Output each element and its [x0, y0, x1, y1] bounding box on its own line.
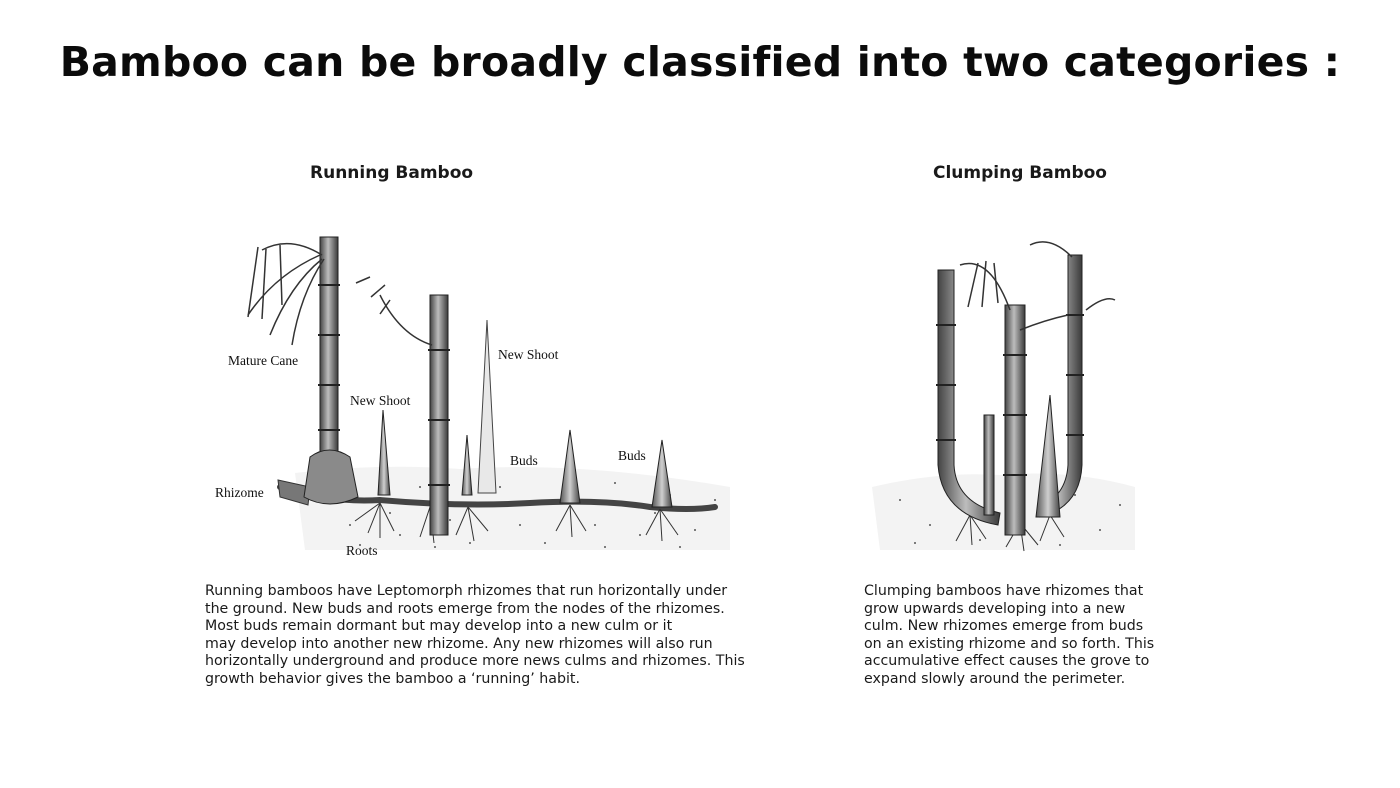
bud-right: [652, 440, 672, 507]
clumping-desc-line: accumulative effect causes the grove to: [864, 653, 1150, 670]
clump-new-shoot: [1036, 395, 1060, 517]
clumping-bamboo-description: [864, 583, 1154, 689]
running-desc-line: Most buds remain dormant but may develop into a new culm or it: [205, 618, 673, 635]
new-shoot-left: [378, 410, 390, 495]
label-roots: Roots: [346, 543, 378, 558]
running-bamboo-illustration: [200, 225, 745, 565]
mature-cane: [248, 237, 358, 504]
running-bamboo-heading: Running Bamboo: [310, 163, 474, 183]
running-desc-line: Running bamboos have Leptomorph rhizomes that run horizontally under: [205, 583, 728, 599]
label-mature-cane: Mature Cane: [228, 353, 299, 368]
shoot-small: [462, 435, 472, 495]
clumping-bamboo-illustration: [860, 225, 1150, 565]
label-buds-left: Buds: [510, 453, 538, 468]
running-desc-line: may develop into another new rhizome. Any new rhizomes will also run: [205, 635, 713, 652]
clump-small-culm: [984, 415, 994, 515]
label-rhizome: Rhizome: [215, 485, 264, 500]
running-bamboo-description: [205, 583, 745, 689]
label-new-shoot-left: New Shoot: [350, 393, 411, 408]
label-new-shoot-right: New Shoot: [498, 347, 559, 362]
running-desc-line: growth behavior gives the bamboo a ‘running’ habit.: [205, 670, 581, 687]
soil: [872, 474, 1135, 551]
clumping-desc-line: culm. New rhizomes emerge from buds: [864, 618, 1144, 635]
clumping-desc-line: expand slowly around the perimeter.: [864, 670, 1126, 687]
running-desc-line: horizontally underground and produce more news culms and rhizomes. This: [205, 653, 745, 670]
clumping-bamboo-heading: Clumping Bamboo: [933, 163, 1107, 183]
clumping-desc-line: Clumping bamboos have rhizomes that: [864, 583, 1144, 599]
label-buds-right: Buds: [618, 448, 646, 463]
running-desc-line: the ground. New buds and roots emerge from the nodes of the rhizomes.: [205, 600, 725, 617]
clumping-desc-line: grow upwards developing into a new: [864, 600, 1126, 617]
bud-left: [560, 430, 580, 503]
new-shoot-right: [478, 320, 496, 493]
clumping-desc-line: on an existing rhizome and so forth. This: [864, 635, 1155, 652]
page-title: Bamboo can be broadly classified into two categories :: [59, 38, 1341, 86]
